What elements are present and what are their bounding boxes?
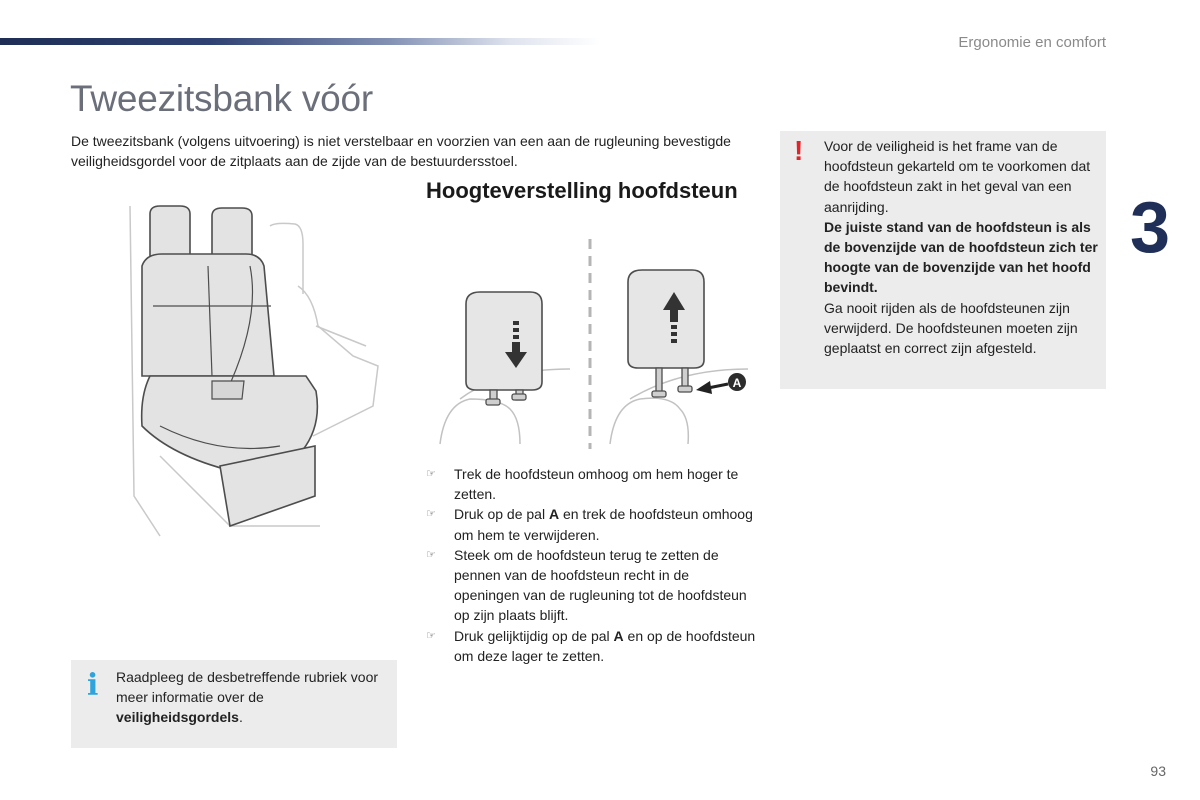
warning-text-bold: De juiste stand van de hoofdsteun is als de bovenzijde van de hoofdsteun zich ter hoogte van de bovenzijde van het hoofd bevindt. <box>824 218 1098 296</box>
step-bold: A <box>613 627 624 644</box>
list-item <box>426 464 756 504</box>
step-text-after: en trek de hoofdsteun omhoog om hem te verwijderen. <box>454 506 753 543</box>
list-item <box>426 545 756 626</box>
info-text-main: Raadpleeg de desbetreffende rubriek voor meer informatie over de <box>116 669 379 705</box>
headrest-adjustment-illustration <box>430 234 760 454</box>
info-icon: i <box>87 668 99 703</box>
pointing-hand-icon: ☞ <box>426 548 436 561</box>
info-text-bold: veiligheidsgordels <box>116 709 239 725</box>
list-item <box>426 626 756 666</box>
warning-box <box>780 131 1106 389</box>
info-box <box>71 660 397 748</box>
list-item <box>426 504 756 544</box>
pointing-hand-icon: ☞ <box>426 508 436 521</box>
info-text-end: . <box>238 709 243 725</box>
step-bold: A <box>548 506 560 523</box>
step-text: Druk gelijktijdig op de pal <box>454 627 614 644</box>
step-text-after: en op de hoofdsteun om deze lager te zetten. <box>454 627 756 664</box>
page-number: 93 <box>1150 763 1166 779</box>
step-text: Steek om de hoofdsteun terug te zetten de pennen van de hoofdsteun recht in de openingen van de rugleuning tot de hoofdsteun op zijn plaats blijft. <box>454 546 747 624</box>
pointing-hand-icon: ☞ <box>426 468 436 480</box>
page-title: Tweezitsbank vóór <box>70 78 374 119</box>
headrest-steps-list <box>426 464 756 666</box>
pointing-hand-icon: ☞ <box>426 629 436 642</box>
intro-paragraph: De tweezitsbank (volgens uitvoering) is niet verstelbaar en voorzien van een aan de rugleuning bevestigde veiligheidsgordel voor de zitplaats aan de zijde van de bestuurdersstoel. <box>71 133 731 169</box>
latch-a-label: A <box>732 376 742 390</box>
info-text <box>116 667 386 727</box>
step-text: Druk op de pal <box>454 506 549 523</box>
arrow-to-latch-a-icon <box>696 381 728 394</box>
header-gradient-bar <box>0 38 600 45</box>
section-header: Ergonomie en comfort <box>958 34 1106 51</box>
warning-icon: ! <box>794 135 804 166</box>
warning-text-intro: Voor de veiligheid is het frame van de hoofdsteun gekarteld om te voorkomen dat de hoofdsteun zakt in het geval van een aanrijding. <box>824 138 1091 215</box>
step-text: Trek de hoofdsteun omhoog om hem hoger te zetten. <box>454 466 739 503</box>
bench-seat-illustration <box>120 196 390 546</box>
warning-text-outro: Ga nooit rijden als de hoofdsteunen zijn verwijderd. De hoofdsteunen moeten zijn geplaatst en correct zijn afgesteld. <box>824 299 1078 357</box>
warning-text <box>824 136 1104 358</box>
chapter-number: 3 <box>1130 188 1171 268</box>
headrest-heading: Hoogteverstelling hoofdsteun <box>426 178 738 203</box>
